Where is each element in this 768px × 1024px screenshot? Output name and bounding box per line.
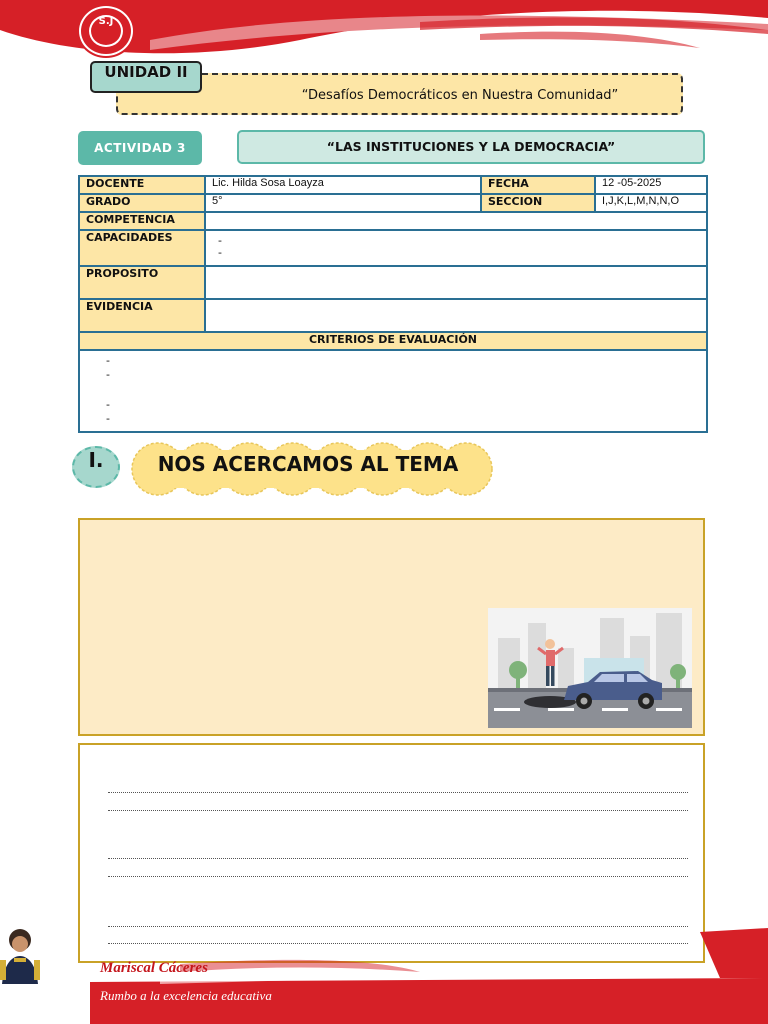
proposito-label: PROPOSITO [79, 266, 205, 299]
evidencia-value[interactable] [205, 299, 707, 332]
intro-box [78, 518, 705, 736]
grado-value[interactable]: 5° [205, 194, 481, 212]
competencia-label: COMPETENCIA [79, 212, 205, 230]
criterio-item: - [106, 368, 110, 381]
unidad-tag: UNIDAD II [90, 61, 202, 93]
grado-label: GRADO [79, 194, 205, 212]
criterio-item: - [106, 354, 110, 367]
proposito-value[interactable] [205, 266, 707, 299]
pothole-illustration [488, 608, 692, 728]
criterios-value[interactable] [79, 350, 707, 432]
answer-line[interactable] [108, 810, 688, 811]
criterio-item: - [106, 398, 110, 411]
row-evidencia [79, 299, 707, 332]
logo-text: S.J [98, 16, 114, 27]
row-capacidades [79, 230, 707, 266]
footer-brand: Mariscal Cáceres [100, 960, 208, 976]
row-docente [79, 176, 707, 194]
fecha-label: FECHA [481, 176, 595, 194]
competencia-value[interactable] [205, 212, 707, 230]
row-proposito [79, 266, 707, 299]
criterio-item: - [106, 412, 110, 425]
docente-label: DOCENTE [79, 176, 205, 194]
capacidad-item: - [218, 234, 222, 247]
evidencia-label: EVIDENCIA [79, 299, 205, 332]
answer-line[interactable] [108, 876, 688, 877]
footer-slogan: Rumbo a la excelencia educativa [100, 988, 272, 1003]
docente-value[interactable]: Lic. Hilda Sosa Loayza [205, 176, 481, 194]
actividad-tag: ACTIVIDAD 3 [78, 131, 202, 165]
row-grado [79, 194, 707, 212]
actividad-title: “LAS INSTITUCIONES Y LA DEMOCRACIA” [237, 130, 705, 164]
capacidades-label: CAPACIDADES [79, 230, 205, 266]
criterios-label: CRITERIOS DE EVALUACIÓN [79, 332, 707, 350]
answer-line[interactable] [108, 792, 688, 793]
section-title: NOS ACERCAMOS AL TEMA [157, 452, 459, 476]
row-criterios [79, 350, 707, 432]
answer-line[interactable] [108, 858, 688, 859]
seccion-value[interactable]: I,J,K,L,M,N,N,O [595, 194, 707, 212]
fecha-value[interactable]: 12 -05-2025 [595, 176, 707, 194]
mariscal-portrait-icon [0, 929, 40, 984]
row-competencia [79, 212, 707, 230]
capacidades-value[interactable] [205, 230, 707, 266]
school-logo [79, 6, 133, 56]
section-number: I. [72, 446, 120, 488]
seccion-label: SECCION [481, 194, 595, 212]
info-table [78, 175, 708, 433]
unidad-title: “Desafíos Democráticos en Nuestra Comunidad” [301, 88, 619, 103]
capacidad-item: - [218, 246, 222, 259]
row-criterios-head [79, 332, 707, 350]
